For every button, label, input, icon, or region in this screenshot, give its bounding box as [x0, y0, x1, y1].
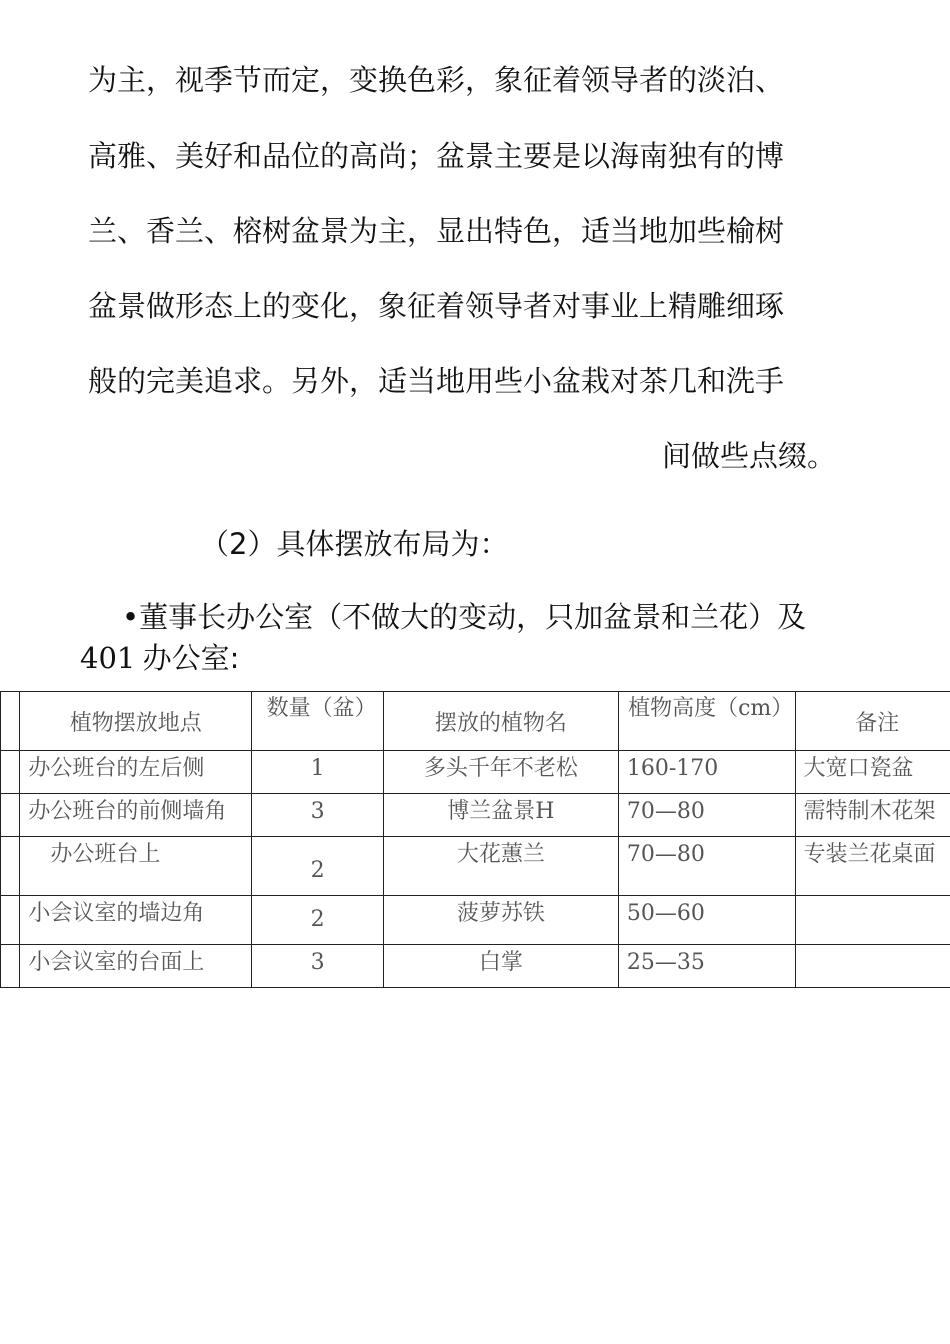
table-row: [1, 837, 950, 896]
table-gutter-cell: [1, 896, 20, 945]
cell-quantity: 1: [252, 751, 384, 794]
table-row: [1, 896, 950, 945]
cell-plant-name: 白掌: [383, 945, 618, 988]
cell-quantity: 2: [252, 837, 384, 896]
plant-placement-table: [0, 691, 950, 988]
cell-remarks: 专装兰花桌面: [795, 837, 950, 896]
bullet-line-2: [80, 636, 239, 677]
cell-quantity: 3: [252, 794, 384, 837]
header-plant-name: 摆放的植物名: [383, 692, 618, 751]
cell-plant-name: 博兰盆景H: [383, 794, 618, 837]
cell-height: 70—80: [618, 794, 795, 837]
table-gutter-cell: [1, 751, 20, 794]
cell-plant-name: 大花蕙兰: [383, 837, 618, 896]
cell-remarks: [795, 945, 950, 988]
paragraph-line-4: 盆景做形态上的变化，象征着领导者对事业上精雕细琢: [88, 289, 785, 323]
cell-remarks: 需特制木花架: [795, 794, 950, 837]
cell-location: 小会议室的台面上: [20, 945, 252, 988]
paragraph-line-5: 般的完美追求。另外，适当地用些小盆栽对茶几和洗手: [88, 364, 785, 398]
paragraph-line-3: 兰、香兰、榕树盆景为主，显出特色，适当地加些榆树: [88, 214, 785, 248]
bullet-line-1: •董事长办公室（不做大的变动，只加盆景和兰花）及: [122, 600, 807, 634]
cell-quantity: 3: [252, 945, 384, 988]
header-height: 植物高度（cm）: [618, 692, 795, 751]
header-location: 植物摆放地点: [20, 692, 252, 751]
table-gutter-cell: [1, 794, 20, 837]
table-gutter-cell: [1, 945, 20, 988]
cell-quantity: 2: [252, 896, 384, 945]
cell-location: 办公班台的左后侧: [20, 751, 252, 794]
table-gutter-cell: [1, 692, 20, 751]
cell-height: 50—60: [618, 896, 795, 945]
cell-remarks: 大宽口瓷盆: [795, 751, 950, 794]
table-row: [1, 794, 950, 837]
office-label: 办公室:: [142, 641, 240, 675]
paragraph-line-1: 为主，视季节而定，变换色彩，象征着领导者的淡泊、: [88, 63, 785, 97]
cell-height: 160-170: [618, 751, 795, 794]
header-quantity: 数量（盆）: [252, 692, 384, 751]
cell-height: 70—80: [618, 837, 795, 896]
table-row: [1, 751, 950, 794]
subheading: （2）具体摆放布局为：: [200, 527, 509, 561]
cell-remarks: [795, 896, 950, 945]
cell-location: 小会议室的墙边角: [20, 896, 252, 945]
cell-height: 25—35: [618, 945, 795, 988]
header-remarks: 备注: [795, 692, 950, 751]
cell-location: 办公班台上: [20, 837, 252, 896]
table-row: [1, 945, 950, 988]
paragraph-line-2: 高雅、美好和品位的高尚；盆景主要是以海南独有的博: [88, 139, 785, 173]
cell-plant-name: 菠萝苏铁: [383, 896, 618, 945]
paragraph-line-6: 间做些点缀。: [662, 439, 837, 473]
table-gutter-cell: [1, 837, 20, 896]
table-header-row: [1, 692, 950, 751]
cell-location: 办公班台的前侧墙角: [20, 794, 252, 837]
cell-plant-name: 多头千年不老松: [383, 751, 618, 794]
office-number: 401: [80, 641, 136, 675]
